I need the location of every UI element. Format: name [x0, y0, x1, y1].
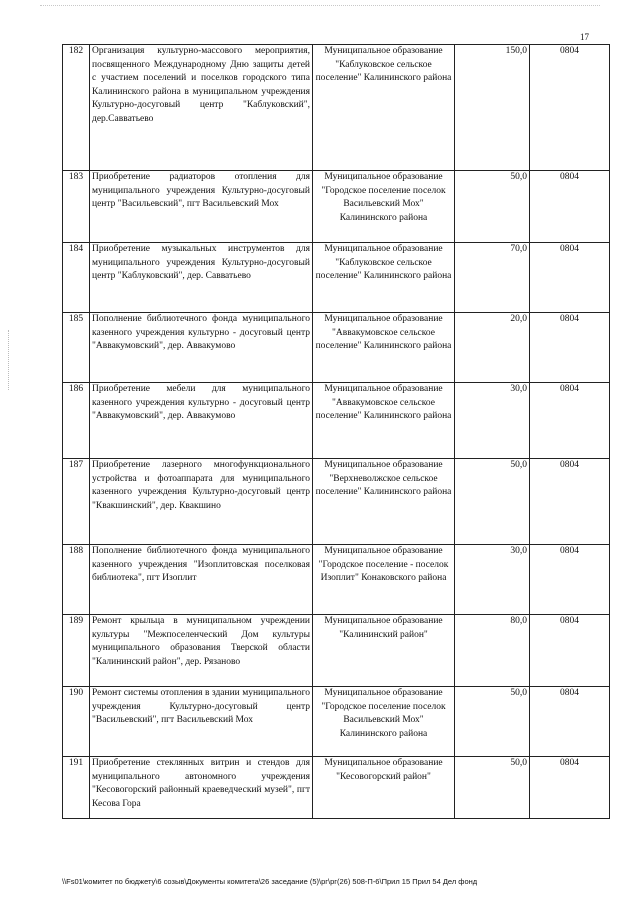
budget-code: 0804 [530, 615, 610, 687]
activity-description: Приобретение радиаторов отопления для муниципального учреждения Культурно-досуговый центр "Васильевский", пгт Васильевский Мох [90, 171, 313, 243]
budget-code: 0804 [530, 45, 610, 171]
activity-description: Пополнение библиотечного фонда муниципального казенного учреждения культурно - досуговый центр "Аввакумовский", дер. Аввакумово [90, 313, 313, 383]
table-row [63, 313, 610, 383]
row-number: 183 [63, 171, 90, 243]
recipient-municipality: Муниципальное образование "Городское поселение - поселок Изоплит" Конаковского района [313, 545, 455, 615]
recipient-municipality: Муниципальное образование "Каблуковское сельское поселение" Калининского района [313, 243, 455, 313]
file-path-footer: \\Fs01\комитет по бюджету\6 созыв\Документы комитета\26 заседание (5)\рг\рг(26) 508-П-6\Прил 15 Прил 54 Дел фонд [62, 877, 478, 886]
activity-description: Ремонт системы отопления в здании муниципального учреждения Культурно-досуговый центр "Васильевский", пгт Васильевский Мох [90, 687, 313, 757]
table-row [63, 45, 610, 171]
table-row [63, 243, 610, 313]
row-number: 191 [63, 757, 90, 819]
budget-code: 0804 [530, 313, 610, 383]
amount-value: 70,0 [455, 243, 530, 313]
budget-code: 0804 [530, 243, 610, 313]
row-number: 185 [63, 313, 90, 383]
amount-value: 50,0 [455, 171, 530, 243]
recipient-municipality: Муниципальное образование "Городское поселение поселок Васильевский Мох" Калининского района [313, 171, 455, 243]
amount-value: 30,0 [455, 545, 530, 615]
budget-code: 0804 [530, 757, 610, 819]
activity-description: Приобретение лазерного многофункционального устройства и фотоаппарата для муниципального казенного учреждения Культурно-досуговый центр "Квакшинский", дер. Квакшино [90, 459, 313, 545]
amount-value: 80,0 [455, 615, 530, 687]
activity-description: Приобретение мебели для муниципального казенного учреждения культурно - досуговый центр "Аввакумовский", дер. Аввакумово [90, 383, 313, 459]
recipient-municipality: Муниципальное образование "Каблуковское сельское поселение" Калининского района [313, 45, 455, 171]
amount-value: 20,0 [455, 313, 530, 383]
table-row [63, 171, 610, 243]
budget-code: 0804 [530, 383, 610, 459]
activity-description: Пополнение библиотечного фонда муниципального казенного учреждения "Изоплитовская поселковая библиотека", пгт Изоплит [90, 545, 313, 615]
table-row [63, 383, 610, 459]
row-number: 184 [63, 243, 90, 313]
table-row [63, 459, 610, 545]
recipient-municipality: Муниципальное образование "Кесовогорский район" [313, 757, 455, 819]
amount-value: 50,0 [455, 757, 530, 819]
recipient-municipality: Муниципальное образование "Аввакумовское сельское поселение" Калининского района [313, 383, 455, 459]
row-number: 187 [63, 459, 90, 545]
row-number: 189 [63, 615, 90, 687]
recipient-municipality: Муниципальное образование "Городское поселение поселок Васильевский Мох" Калининского района [313, 687, 455, 757]
budget-code: 0804 [530, 171, 610, 243]
amount-value: 30,0 [455, 383, 530, 459]
table-row [63, 545, 610, 615]
table-row [63, 615, 610, 687]
amount-value: 50,0 [455, 687, 530, 757]
activity-description: Организация культурно-массового мероприятия, посвященного Международному Дню защиты детей с участием поселений и поселков городского типа Калининского района в муниципальном учреждения Культурно-досуговый центр "Каблуковский", дер.Савватьево [90, 45, 313, 171]
page-number: 17 [580, 32, 589, 42]
budget-code: 0804 [530, 545, 610, 615]
table-row [63, 757, 610, 819]
appropriations-table [62, 44, 610, 819]
budget-code: 0804 [530, 459, 610, 545]
recipient-municipality: Муниципальное образование "Калининский район" [313, 615, 455, 687]
table-row [63, 687, 610, 757]
recipient-municipality: Муниципальное образование "Верхневолжское сельское поселение" Калининского района [313, 459, 455, 545]
amount-value: 50,0 [455, 459, 530, 545]
row-number: 188 [63, 545, 90, 615]
row-number: 182 [63, 45, 90, 171]
budget-code: 0804 [530, 687, 610, 757]
row-number: 186 [63, 383, 90, 459]
scan-margin-mark [8, 330, 9, 390]
activity-description: Приобретение музыкальных инструментов для муниципального учреждения Культурно-досуговый центр "Каблуковский", дер. Савватьево [90, 243, 313, 313]
activity-description: Ремонт крыльца в муниципальном учреждении культуры "Межпоселенческий Дом культуры муниципального образования Тверской области "Калининский район", дер. Рязаново [90, 615, 313, 687]
amount-value: 150,0 [455, 45, 530, 171]
recipient-municipality: Муниципальное образование "Аввакумовское сельское поселение" Калининского района [313, 313, 455, 383]
scan-top-dotted-line [40, 5, 600, 6]
activity-description: Приобретение стеклянных витрин и стендов для муниципального автономного учреждения "Кесовогорский районный краеведческий музей", пгт Кесова Гора [90, 757, 313, 819]
row-number: 190 [63, 687, 90, 757]
